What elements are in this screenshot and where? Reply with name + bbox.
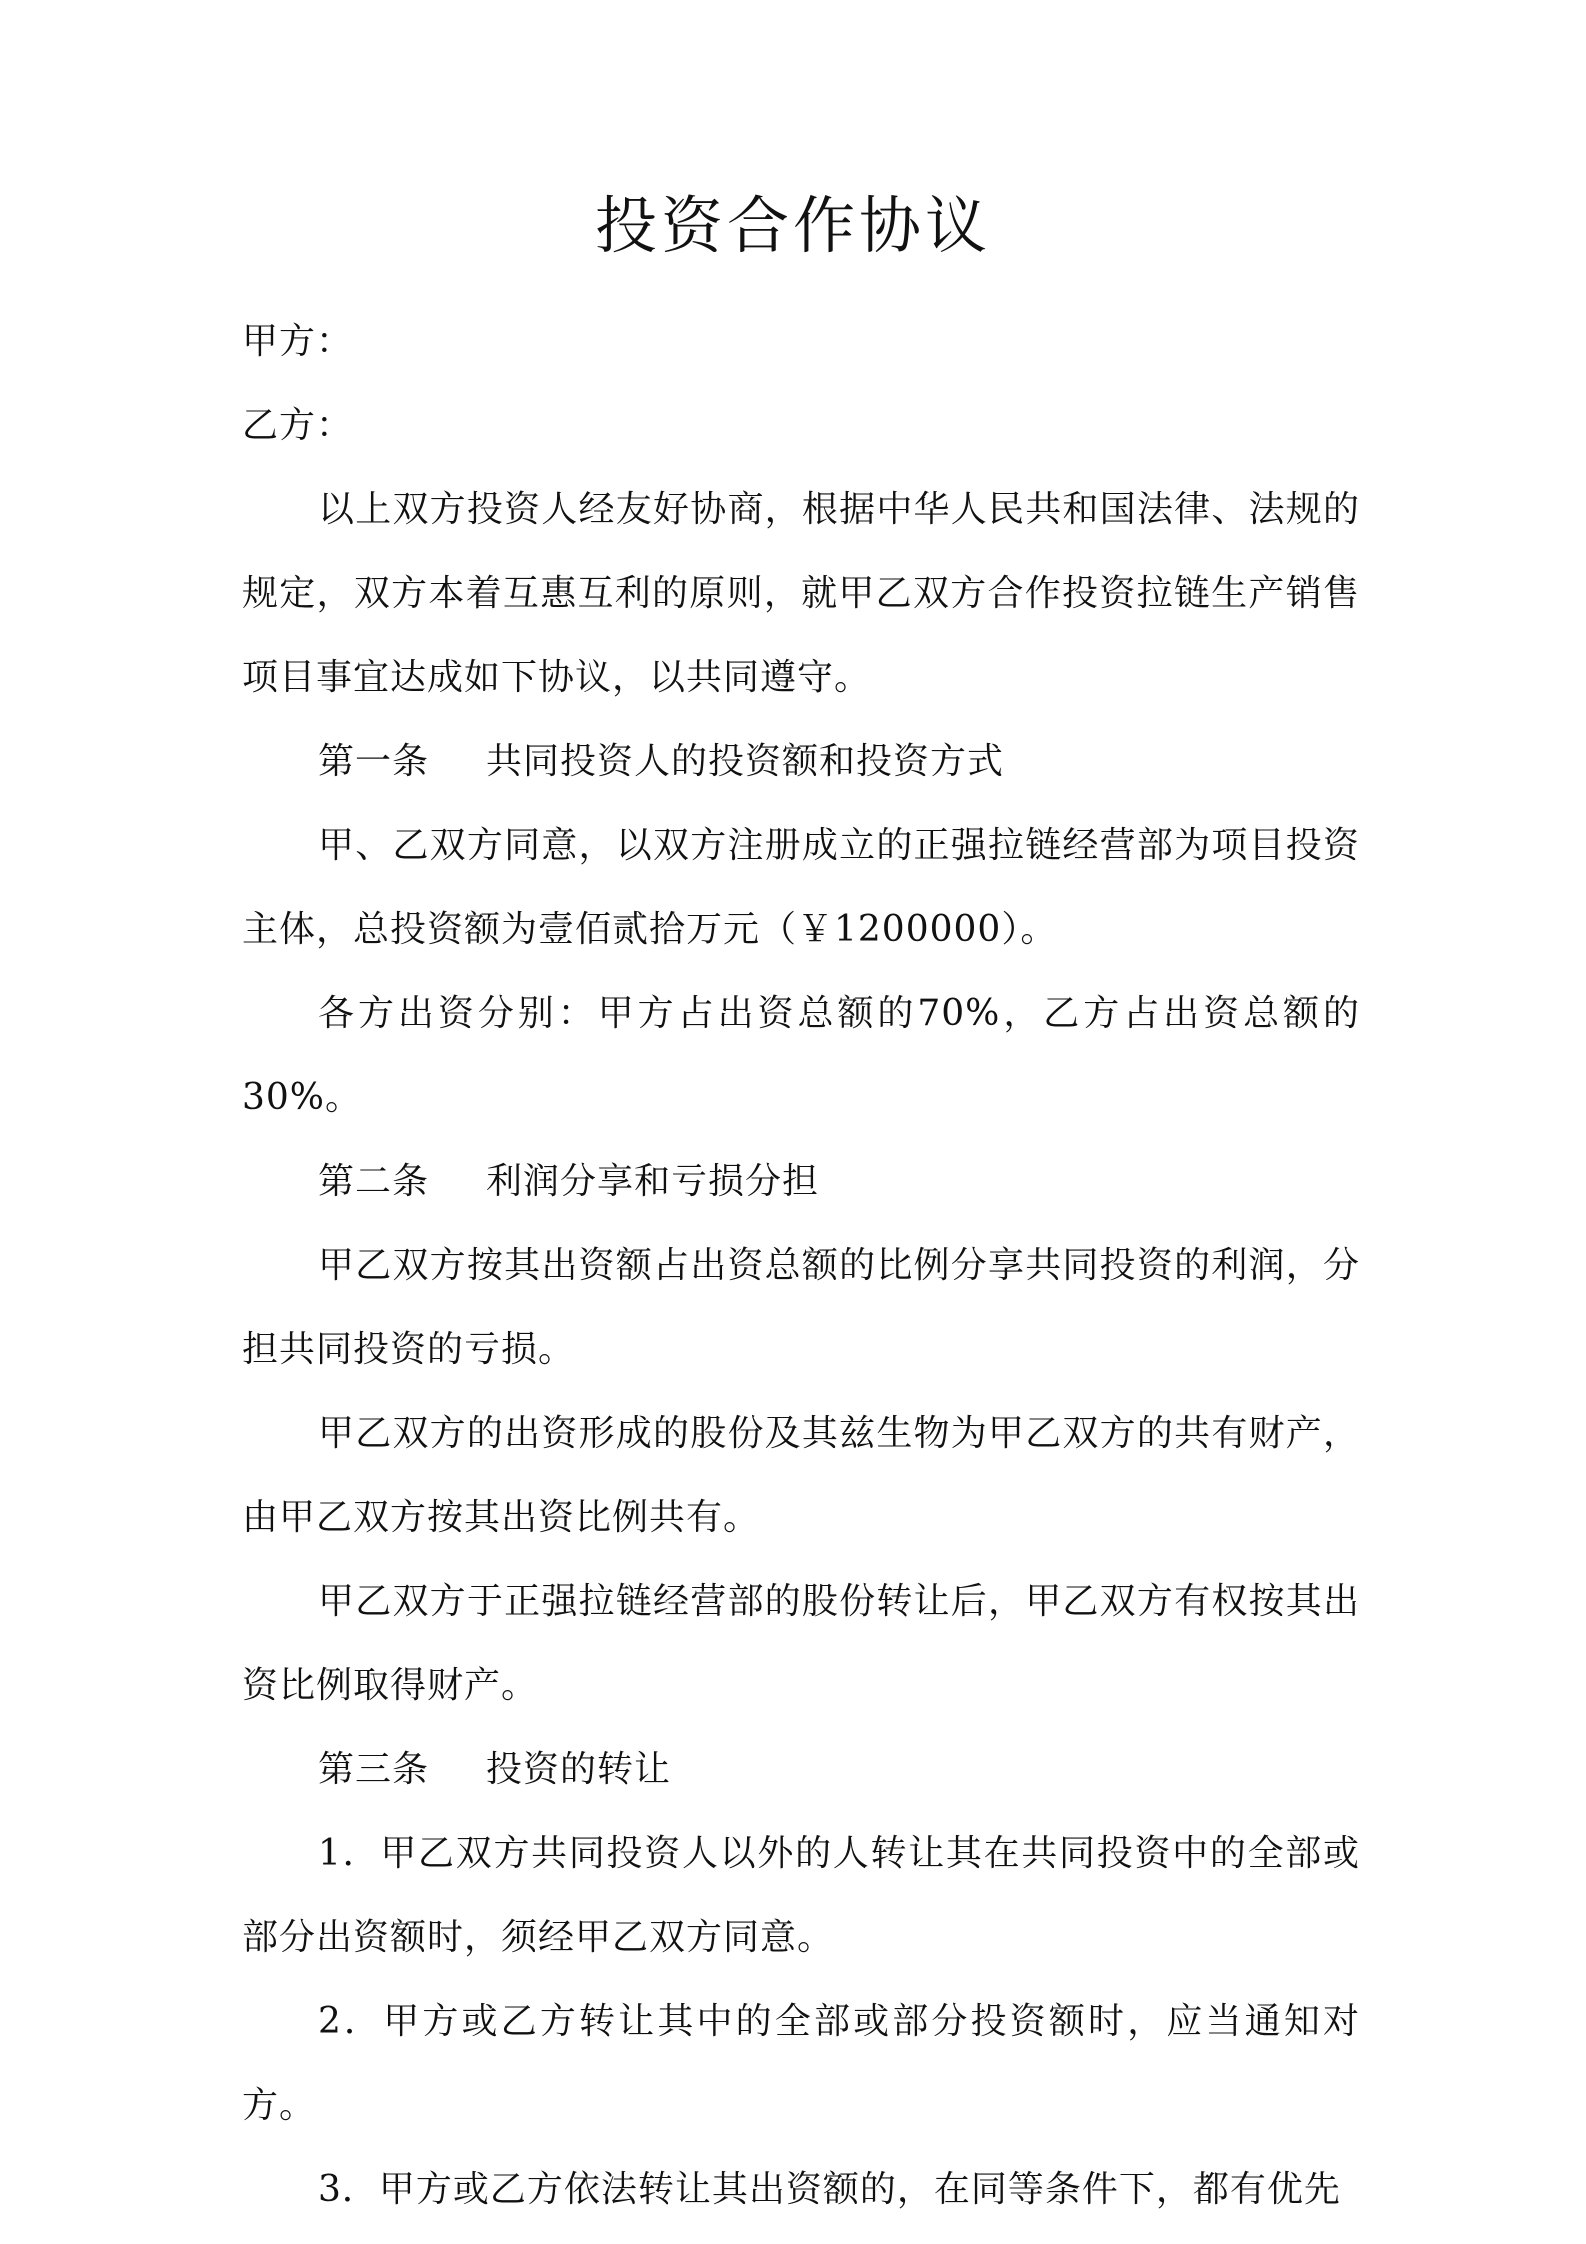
article-3-item-3: 3．甲方或乙方依法转让其出资额的，在同等条件下，都有优先: [318, 2169, 1341, 2210]
article-1-paragraph-1: 甲、乙双方同意，以双方注册成立的正强拉链经营部为项目投资主体，总投资额为壹佰贰拾万元（￥1200000）。: [242, 825, 1360, 950]
article-1-heading: [242, 720, 1360, 804]
article-3-heading: [242, 1728, 1360, 1812]
article-2-heading: [242, 1140, 1360, 1224]
article-3-number: 第三条: [318, 1749, 430, 1790]
article-1-title: 共同投资人的投资额和投资方式: [486, 741, 1005, 782]
party-a-line: 甲方：: [242, 321, 354, 362]
article-3-title: 投资的转让: [486, 1749, 672, 1790]
document-title: 投资合作协议: [594, 189, 991, 262]
article-3-item-2: 2．甲方或乙方转让其中的全部或部分投资额时，应当通知对方。: [242, 2001, 1360, 2126]
preamble-paragraph: 以上双方投资人经友好协商，根据中华人民共和国法律、法规的规定，双方本着互惠互利的原则，就甲乙双方合作投资拉链生产销售项目事宜达成如下协议，以共同遵守。: [242, 489, 1360, 698]
article-1-paragraph-2: 各方出资分别：甲方占出资总额的70%，乙方占出资总额的30%。: [242, 993, 1360, 1118]
article-2-paragraph-3: 甲乙双方于正强拉链经营部的股份转让后，甲乙双方有权按其出资比例取得财产。: [242, 1581, 1360, 1706]
article-2-paragraph-1: 甲乙双方按其出资额占出资总额的比例分享共同投资的利润，分担共同投资的亏损。: [242, 1245, 1360, 1370]
document-body: [242, 300, 1360, 2232]
party-b-line: 乙方：: [242, 405, 354, 446]
article-2-title: 利润分享和亏损分担: [486, 1161, 820, 1202]
article-2-number: 第二条: [318, 1161, 430, 1202]
article-3-item-1: 1．甲乙双方共同投资人以外的人转让其在共同投资中的全部或部分出资额时，须经甲乙双方同意。: [242, 1833, 1360, 1958]
article-1-number: 第一条: [318, 741, 430, 782]
article-2-paragraph-2: 甲乙双方的出资形成的股份及其兹生物为甲乙双方的共有财产，由甲乙双方按其出资比例共有。: [242, 1413, 1360, 1538]
